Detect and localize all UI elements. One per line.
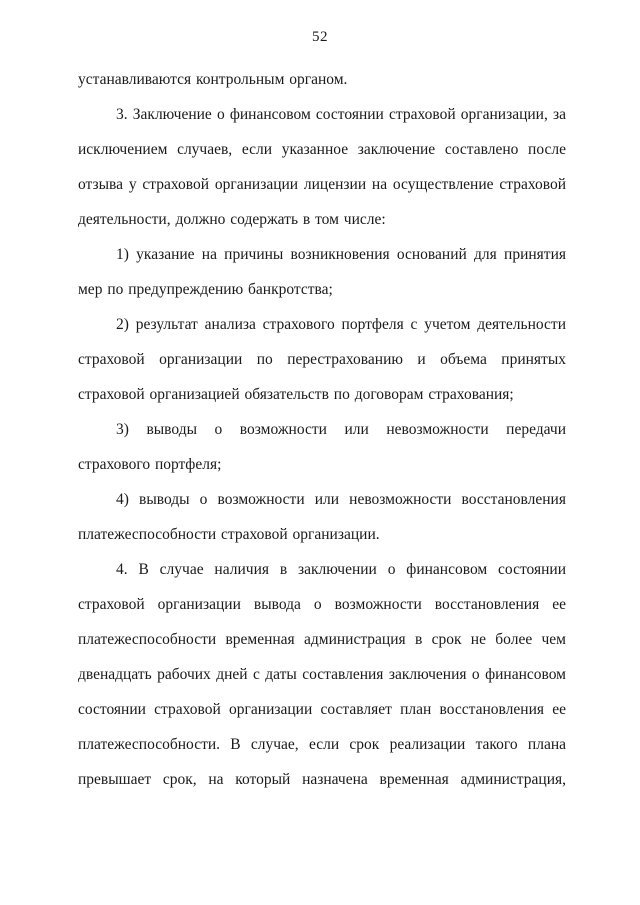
list-item-2: 2) результат анализа страхового портфеля с учетом деятельности страховой организации по перестрахованию и объема принятых страховой организацией обязательств по договорам страхования; <box>78 316 566 403</box>
document-body <box>78 62 566 797</box>
paragraph-point-4: 4. В случае наличия в заключении о финансовом состоянии страховой организации вывода о возможности восстановления ее платежеспособности временная администрация в срок не более чем двенадцать рабочих дней с даты составления заключения о финансовом состоянии страховой организации составляет план восстановления ее платежеспособности. В случае, если срок реализации такого плана превышает срок, на который назначена временная администрация, <box>78 561 566 788</box>
list-item-4: 4) выводы о возможности или невозможности восстановления платежеспособности страховой организации. <box>78 491 566 543</box>
paragraph-continuation: устанавливаются контрольным органом. <box>78 71 348 88</box>
page-number: 52 <box>312 29 328 45</box>
list-item-3: 3) выводы о возможности или невозможности передачи страхового портфеля; <box>78 421 566 473</box>
list-item-1: 1) указание на причины возникновения оснований для принятия мер по предупреждению банкротства; <box>78 246 566 298</box>
paragraph-point-3: 3. Заключение о финансовом состоянии страховой организации, за исключением случаев, если указанное заключение составлено после отзыва у страховой организации лицензии на осуществление страховой деятельности, должно содержать в том числе: <box>78 106 566 228</box>
